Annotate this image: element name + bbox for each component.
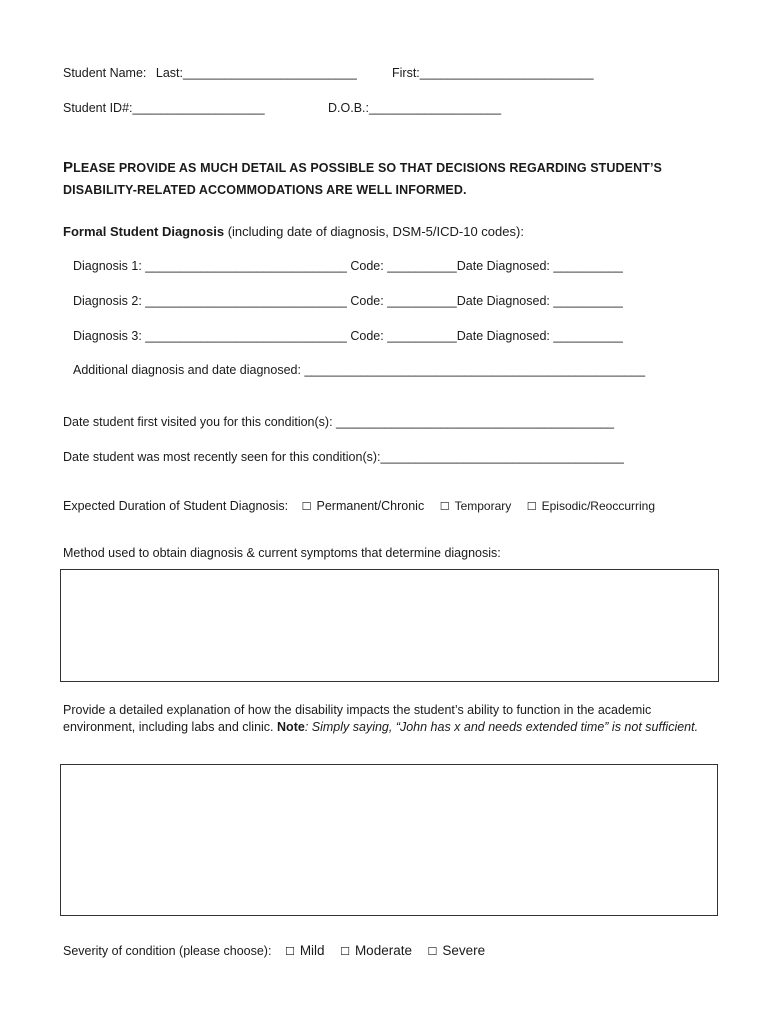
recent-visit-field[interactable]: ___________________________________	[380, 450, 624, 464]
last-name-label: Last:	[155, 66, 183, 80]
severity-option-severe[interactable]	[427, 943, 485, 958]
date-diagnosed-field[interactable]: __________	[553, 329, 623, 343]
option-label: Severe	[442, 943, 486, 958]
first-visit-label: Date student first visited you for this condition(s):	[63, 415, 333, 429]
checkbox-icon[interactable]: ☐	[340, 945, 350, 958]
note-text: : Simply saying, “John has x and needs extended time” is not sufficient.	[304, 720, 699, 734]
method-label: Method used to obtain diagnosis & current symptoms that determine diagnosis:	[63, 546, 501, 560]
date-diagnosed-field[interactable]: __________	[553, 294, 623, 308]
date-diagnosed-label: Date Diagnosed:	[456, 259, 550, 273]
diagnosis-field[interactable]: _____________________________	[145, 294, 347, 308]
additional-diagnosis-label: Additional diagnosis and date diagnosed:	[73, 363, 301, 377]
duration-label: Expected Duration of Student Diagnosis:	[63, 499, 289, 513]
date-diagnosed-label: Date Diagnosed:	[456, 294, 550, 308]
dob-row	[328, 101, 501, 115]
checkbox-icon[interactable]: ☐	[439, 500, 450, 513]
recent-visit-label: Date student was most recently seen for this condition(s):	[63, 450, 381, 464]
heading-initial: P	[63, 159, 74, 176]
checkbox-icon[interactable]: ☐	[427, 945, 438, 958]
diagnosis-row-2	[73, 294, 623, 308]
option-label: Permanent/Chronic	[316, 499, 425, 513]
instructions-heading-line2: DISABILITY-RELATED ACCOMMODATIONS ARE WELL INFORMED.	[63, 183, 467, 197]
code-field[interactable]: __________	[387, 259, 457, 273]
code-field[interactable]: __________	[387, 294, 457, 308]
student-id-label: Student ID#:	[63, 101, 133, 115]
code-label: Code:	[350, 329, 384, 343]
first-visit-row	[63, 415, 614, 429]
method-textbox[interactable]	[60, 569, 719, 682]
code-label: Code:	[350, 294, 384, 308]
student-name-label: Student Name:	[63, 66, 147, 80]
diagnosis-title-bold: Formal Student Diagnosis	[63, 224, 225, 239]
heading-line1-text: LEASE PROVIDE AS MUCH DETAIL AS POSSIBLE SO THAT DECISIONS REGARDING STUDENT’S	[73, 161, 662, 175]
student-name-row	[63, 66, 357, 80]
checkbox-icon[interactable]: ☐	[526, 500, 537, 513]
diagnosis-label: Diagnosis 1:	[73, 259, 142, 273]
duration-option-permanent[interactable]	[302, 499, 425, 513]
duration-option-temporary[interactable]	[440, 499, 512, 513]
diagnosis-row-1	[73, 259, 623, 273]
student-id-field[interactable]: ___________________	[132, 101, 265, 115]
diagnosis-field[interactable]: _____________________________	[145, 259, 347, 273]
severity-label: Severity of condition (please choose):	[63, 944, 272, 958]
first-name-label: First:	[392, 66, 420, 80]
note-label: Note	[277, 720, 305, 734]
diagnosis-section-title	[63, 224, 524, 239]
option-label: Episodic/Reoccurring	[541, 499, 655, 513]
option-label: Mild	[299, 943, 325, 958]
diagnosis-label: Diagnosis 2:	[73, 294, 142, 308]
instructions-heading-line1	[63, 159, 662, 176]
severity-option-mild[interactable]	[285, 943, 325, 958]
first-name-row	[392, 66, 594, 80]
dob-field[interactable]: ___________________	[368, 101, 502, 115]
additional-diagnosis-field[interactable]: _________________________________________________	[304, 363, 646, 377]
option-label: Temporary	[454, 499, 512, 513]
diagnosis-row-3	[73, 329, 623, 343]
checkbox-icon[interactable]: ☐	[301, 500, 312, 513]
checkbox-icon[interactable]: ☐	[284, 945, 295, 958]
duration-row	[63, 499, 667, 513]
student-id-row	[63, 101, 265, 115]
diagnosis-field[interactable]: _____________________________	[145, 329, 347, 343]
last-name-field[interactable]: _________________________	[182, 66, 357, 80]
first-name-field[interactable]: _________________________	[419, 66, 594, 80]
additional-diagnosis-row	[73, 363, 645, 377]
dob-label: D.O.B.:	[328, 101, 369, 115]
recent-visit-row	[63, 450, 624, 464]
severity-row	[63, 943, 497, 958]
severity-option-moderate[interactable]	[340, 943, 412, 958]
duration-option-episodic[interactable]	[527, 499, 655, 513]
date-diagnosed-label: Date Diagnosed:	[456, 329, 550, 343]
code-field[interactable]: __________	[387, 329, 457, 343]
first-visit-field[interactable]: ________________________________________	[336, 415, 615, 429]
diagnosis-label: Diagnosis 3:	[73, 329, 142, 343]
code-label: Code:	[350, 259, 384, 273]
option-label: Moderate	[354, 943, 412, 958]
date-diagnosed-field[interactable]: __________	[553, 259, 623, 273]
impact-textbox[interactable]	[60, 764, 718, 916]
diagnosis-title-rest: (including date of diagnosis, DSM-5/ICD-10 codes):	[224, 224, 524, 239]
impact-instructions	[63, 702, 703, 736]
impact-text: Provide a detailed explanation of how the disability impacts the student’s ability to function in the academic environment, including labs and clinic.	[63, 703, 652, 734]
